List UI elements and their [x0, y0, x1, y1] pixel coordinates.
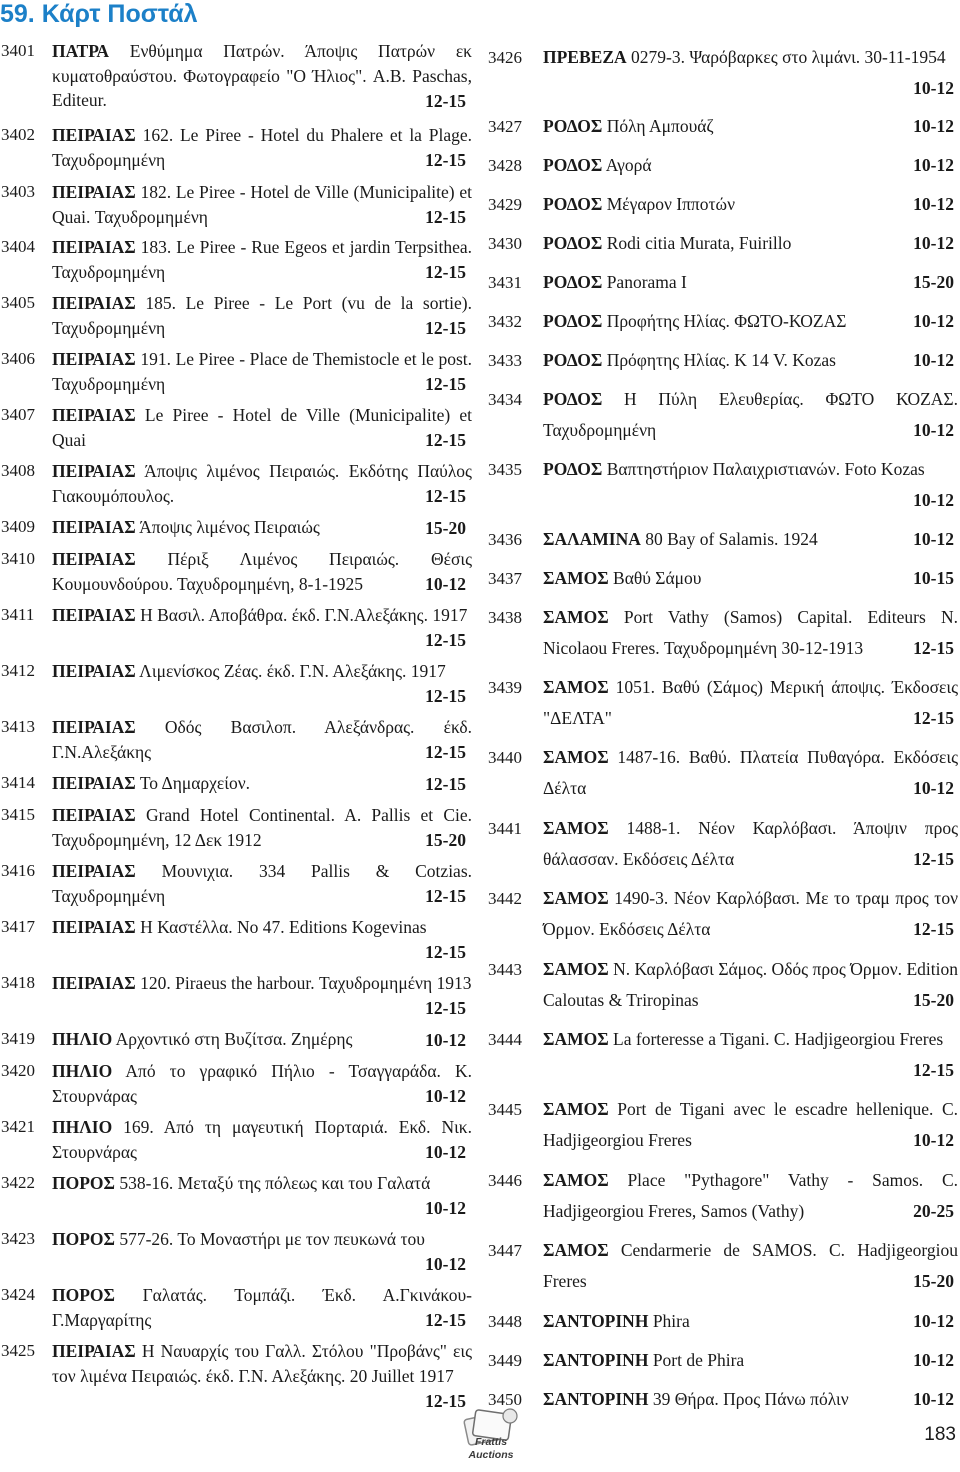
lot-price: 12-15	[419, 1389, 466, 1414]
lot-number: 3402	[1, 125, 35, 144]
list-item	[0, 859, 472, 908]
lot-number: 3439	[488, 678, 522, 697]
lot-place: ΠΕΙΡΑΙΑΣ	[52, 661, 136, 681]
list-item	[0, 180, 472, 229]
lot-price: 10-12	[907, 1384, 954, 1415]
lot-number: 3448	[488, 1312, 522, 1331]
lot-place: ΠΕΙΡΑΙΑΣ	[52, 461, 136, 481]
lot-number: 3423	[1, 1229, 35, 1248]
lot-price: 12-15	[907, 914, 954, 945]
lot-place: ΠΕΙΡΑΙΑΣ	[52, 125, 136, 145]
lot-price: 12-15	[419, 628, 466, 653]
lot-description: Ν. Καρλόβασι Σάμος. Οδός προς Όρμον. Edition Caloutas & Triropinas	[543, 959, 958, 1010]
list-item	[0, 915, 472, 964]
lot-number: 3427	[488, 117, 522, 136]
lot-place: ΠΕΙΡΑΙΑΣ	[52, 549, 136, 569]
lot-number: 3438	[488, 608, 522, 627]
lot-description: 1487-16. Βαθύ. Πλατεία Πυθαγόρα. Εκδόσεις Δέλτα	[543, 747, 958, 798]
lot-description: Από το γραφικό Πήλιο - Τσαγγαράδα. Κ. Στουρνάρας	[52, 1061, 472, 1106]
lot-place: ΣΑΜΟΣ	[543, 1029, 609, 1049]
lot-price: 12-15	[907, 844, 954, 875]
lot-place: ΠΕΙΡΑΙΑΣ	[52, 973, 136, 993]
lot-place: ΣΑΝΤΟΡΙΝΗ	[543, 1350, 649, 1370]
lot-price: 15-20	[907, 985, 954, 1016]
lot-number: 3401	[1, 41, 35, 60]
lot-place: ΣΑΝΤΟΡΙΝΗ	[543, 1311, 649, 1331]
lot-number: 3424	[1, 1285, 35, 1304]
list-item	[488, 150, 958, 181]
lot-description: 80 Bay of Salamis. 1924	[645, 529, 818, 549]
lot-place: ΣΑΜΟΣ	[543, 677, 609, 697]
lot-place: ΡΟΔΟΣ	[543, 233, 603, 253]
lot-place: ΡΟΔΟΣ	[543, 155, 603, 175]
lot-number: 3419	[1, 1029, 35, 1048]
lot-price: 20-25	[907, 1196, 954, 1227]
lot-place: ΠΕΙΡΑΙΑΣ	[52, 349, 136, 369]
lot-place: ΣΑΝΤΟΡΙΝΗ	[543, 1389, 649, 1409]
lot-description: 182. Le Piree - Hotel de Ville (Municipalite) et Quai. Ταχυδρομημένη	[52, 182, 472, 227]
lot-description: Πόλη Αμπουάζ	[606, 116, 714, 136]
lot-number: 3410	[1, 549, 35, 568]
lot-description: Rodi citia Murata, Fuirillo	[606, 233, 792, 253]
lot-number: 3425	[1, 1341, 35, 1360]
lot-price: 12-15	[419, 684, 466, 709]
lot-description: Η Βασιλ. Αποβάθρα. έκδ. Γ.Ν.Αλεξάκης. 1917	[140, 605, 468, 625]
lot-place: ΡΟΔΟΣ	[543, 389, 603, 409]
lot-description: Γαλατάς. Τομπάζι. Έκδ. Α.Γκινάκου-Γ.Μαργαρίτης	[52, 1285, 473, 1330]
lot-price: 10-12	[419, 1252, 466, 1277]
list-item	[0, 291, 472, 340]
lot-description: 39 Θήρα. Προς Πάνω πόλιν	[652, 1389, 849, 1409]
lot-description: Προφήτης Ηλίας. ΦΩΤΟ-ΚΟΖΑΣ	[606, 311, 847, 331]
lot-description: Η Ναυαρχίς του Γαλλ. Στόλου "Προβάνς" εις τον λιμένα Πειραιώς. έκδ. Γ.Ν. Αλεξάκης. 20 Juillet 1917	[52, 1341, 473, 1386]
lot-price: 12-15	[419, 772, 466, 797]
lot-number: 3420	[1, 1061, 35, 1080]
lot-number: 3440	[488, 748, 522, 767]
lot-price: 10-12	[907, 485, 954, 516]
lot-number: 3421	[1, 1117, 35, 1136]
lot-price: 10-12	[907, 773, 954, 804]
list-item	[0, 1059, 472, 1108]
page-title: 59. Κάρτ Ποστάλ	[0, 0, 198, 28]
lot-number: 3433	[488, 351, 522, 370]
lot-place: ΠΗΛΙΟ	[52, 1117, 113, 1137]
lot-description: 191. Le Piree - Place de Themistocle et le post. Ταχυδρομημένη	[52, 349, 473, 394]
list-item	[0, 1227, 472, 1276]
lot-description: 185. Le Piree - Le Port (vu de la sortie). Ταχυδρομημένη	[52, 293, 472, 338]
lot-place: ΣΑΛΑΜΙΝΑ	[543, 529, 641, 549]
lot-number: 3429	[488, 195, 522, 214]
list-item	[0, 715, 472, 764]
lot-price: 10-12	[419, 1084, 466, 1109]
lot-price: 10-12	[907, 73, 954, 104]
lot-place: ΠΟΡΟΣ	[52, 1285, 115, 1305]
logo-line-2: Auctions	[468, 1449, 514, 1461]
list-item	[0, 971, 472, 1020]
list-item	[0, 123, 472, 172]
lot-place: ΡΟΔΟΣ	[543, 116, 603, 136]
lot-price: 10-12	[907, 1345, 954, 1376]
lot-place: ΠΕΙΡΑΙΑΣ	[52, 605, 136, 625]
list-item	[488, 306, 958, 337]
lot-description: Το Δημαρχείον.	[139, 773, 251, 793]
lot-price: 12-15	[419, 372, 466, 397]
lot-place: ΡΟΔΟΣ	[543, 459, 603, 479]
lot-number: 3450	[488, 1390, 522, 1409]
lot-price: 15-20	[419, 828, 466, 853]
lot-price: 12-15	[419, 740, 466, 765]
lot-number: 3403	[1, 182, 35, 201]
list-item	[0, 547, 472, 596]
lot-price: 10-12	[907, 345, 954, 376]
lot-number: 3416	[1, 861, 35, 880]
lot-description: Η Πύλη Ελευθερίας. ΦΩΤΟ ΚΟΖΑΣ. Ταχυδρομημένη	[543, 389, 958, 440]
lot-description: 162. Le Piree - Hotel du Phalere et la Plage. Ταχυδρομημένη	[52, 125, 473, 170]
list-item	[0, 235, 472, 284]
lot-place: ΣΑΜΟΣ	[543, 1099, 609, 1119]
logo-line-1: Frattis	[474, 1436, 508, 1448]
lot-place: ΠΕΙΡΑΙΑΣ	[52, 182, 136, 202]
page-number: 183	[924, 1424, 956, 1445]
lot-number: 3434	[488, 390, 522, 409]
lot-number: 3422	[1, 1173, 35, 1192]
lot-number: 3441	[488, 819, 522, 838]
lot-number: 3407	[1, 405, 35, 424]
lot-place: ΠΑΤΡΑ	[52, 41, 109, 61]
lot-description: Βαπτηστήριον Παλαιχριστιανών. Foto Kozas	[606, 459, 925, 479]
lot-place: ΡΟΔΟΣ	[543, 194, 603, 214]
lot-place: ΠΕΙΡΑΙΑΣ	[52, 405, 136, 425]
lot-price: 10-12	[419, 572, 466, 597]
lot-number: 3426	[488, 48, 522, 67]
list-item	[488, 345, 958, 376]
lot-description: 169. Από τη μαγευτική Πορταριά. Εκδ. Νικ. Στουρνάρας	[52, 1117, 472, 1162]
list-item	[488, 454, 958, 516]
list-item	[0, 1027, 472, 1052]
lot-description: Αρχοντικό στη Βυζίτσα. Ζημέρης	[115, 1029, 353, 1049]
lot-number: 3408	[1, 461, 35, 480]
lot-number: 3446	[488, 1171, 522, 1190]
lot-description: Πέριξ Λιμένος Πειραιώς. Θέσις Κουμουνδούρου. Ταχυδρομημένη, 8-1-1925	[52, 549, 473, 594]
list-item	[0, 659, 472, 708]
lot-price: 10-12	[419, 1196, 466, 1221]
lot-description: 120. Piraeus the harbour. Ταχυδρομημένη 1913	[140, 973, 472, 993]
lot-number: 3437	[488, 569, 522, 588]
list-item	[0, 515, 472, 540]
lot-place: ΠΡΕΒΕΖΑ	[543, 47, 627, 67]
lot-description: 0279-3. Ψαρόβαρκες στο λιμάνι. 30-11-1954	[631, 47, 946, 67]
lot-place: ΠΗΛΙΟ	[52, 1061, 113, 1081]
lot-place: ΠΕΙΡΑΙΑΣ	[52, 861, 136, 881]
list-item	[488, 672, 958, 734]
lot-place: ΣΑΜΟΣ	[543, 888, 609, 908]
lot-place: ΠΕΙΡΑΙΑΣ	[52, 917, 136, 937]
lot-place: ΣΑΜΟΣ	[543, 568, 609, 588]
lot-price: 12-15	[419, 428, 466, 453]
lot-description: 538-16. Μεταξύ της πόλεως και του Γαλατά	[119, 1173, 431, 1193]
lot-place: ΠΕΙΡΑΙΑΣ	[52, 773, 136, 793]
lot-description: Μέγαρον Ιπποτών	[606, 194, 735, 214]
lot-place: ΡΟΔΟΣ	[543, 350, 603, 370]
list-item	[488, 1024, 958, 1086]
list-item	[488, 1306, 958, 1337]
lot-price: 10-12	[907, 111, 954, 142]
lot-place: ΠΟΡΟΣ	[52, 1173, 115, 1193]
list-item	[0, 347, 472, 396]
lot-description: Αγορά	[605, 155, 652, 175]
lot-price: 12-15	[419, 1308, 466, 1333]
lot-price: 12-15	[419, 484, 466, 509]
lot-price: 10-12	[907, 306, 954, 337]
lot-place: ΠΟΡΟΣ	[52, 1229, 115, 1249]
lot-number: 3414	[1, 773, 35, 792]
lot-description: La forteresse a Tigani. C. Hadjigeorgiou Freres	[613, 1029, 944, 1049]
lot-description: Port Vathy (Samos) Capital. Editeurs N. Nicolaou Freres. Ταχυδρομημένη 30-12-1913	[543, 607, 959, 658]
list-item	[488, 563, 958, 594]
lot-number: 3418	[1, 973, 35, 992]
lot-price: 10-12	[907, 189, 954, 220]
lot-number: 3405	[1, 293, 35, 312]
lot-number: 3447	[488, 1241, 522, 1260]
lot-number: 3428	[488, 156, 522, 175]
lot-price: 10-12	[907, 1306, 954, 1337]
lot-number: 3417	[1, 917, 35, 936]
list-item	[488, 883, 958, 945]
lot-price: 15-20	[419, 516, 466, 541]
lot-description: Οδός Βασιλοπ. Αλεξάνδρας. έκδ. Γ.Ν.Αλεξάκης	[52, 717, 473, 762]
lot-price: 12-15	[419, 260, 466, 285]
lot-number: 3435	[488, 460, 522, 479]
lot-price: 12-15	[419, 148, 466, 173]
list-item	[0, 39, 472, 113]
lot-description: Cendarmerie de SAMOS. C. Hadjigeorgiou Freres	[543, 1240, 959, 1291]
lot-place: ΡΟΔΟΣ	[543, 311, 603, 331]
lot-price: 10-12	[907, 524, 954, 555]
lot-place: ΠΕΙΡΑΙΑΣ	[52, 517, 136, 537]
lot-place: ΣΑΜΟΣ	[543, 1240, 609, 1260]
lot-price: 10-12	[907, 415, 954, 446]
lot-description: Άποψις λιμένος Πειραιώς	[139, 517, 320, 537]
list-item	[488, 1384, 958, 1415]
lot-place: ΣΑΜΟΣ	[543, 1170, 609, 1190]
lot-number: 3432	[488, 312, 522, 331]
lot-number: 3431	[488, 273, 522, 292]
list-item	[488, 1345, 958, 1376]
lot-place: ΠΕΙΡΑΙΑΣ	[52, 293, 136, 313]
lot-number: 3406	[1, 349, 35, 368]
lot-price: 12-15	[419, 884, 466, 909]
lot-description: Port de Tigani avec le escadre hellenique. C. Hadjigeorgiou Freres	[543, 1099, 959, 1150]
list-item	[0, 403, 472, 452]
lot-price: 10-15	[907, 563, 954, 594]
lot-description: Βαθύ Σάμου	[613, 568, 702, 588]
lot-price: 15-20	[907, 267, 954, 298]
lot-price: 10-12	[419, 1140, 466, 1165]
lot-price: 15-20	[907, 1266, 954, 1297]
lot-description: Phira	[652, 1311, 690, 1331]
list-item	[488, 1094, 958, 1156]
lot-description: Port de Phira	[652, 1350, 745, 1370]
lot-description: Μουνιχια. 334 Pallis & Cotzias. Ταχυδρομημένη	[52, 861, 473, 906]
list-item	[488, 42, 958, 104]
list-item	[488, 384, 958, 446]
lot-description: 1490-3. Νέον Καρλόβασι. Με το τραμ προς τον Όρμον. Εκδόσεις Δέλτα	[543, 888, 958, 939]
lot-price: 12-15	[907, 703, 954, 734]
lot-description: Panorama I	[606, 272, 687, 292]
list-item	[488, 813, 958, 875]
lot-description: Ενθύμημα Πατρών. Άποψις Πατρών εκ κυματοθραύστου. Φωτογραφείο "Ο Ήλιος". A.B. Paschas, Editeur.	[52, 41, 472, 110]
lot-price: 10-12	[907, 228, 954, 259]
lot-description: 577-26. Το Μοναστήρι με τον πευκωνά του	[119, 1229, 425, 1249]
list-item	[488, 111, 958, 142]
list-item	[488, 1235, 958, 1297]
list-item	[0, 771, 472, 796]
lot-place: ΣΑΜΟΣ	[543, 747, 609, 767]
lot-number: 3404	[1, 237, 35, 256]
lot-place: ΣΑΜΟΣ	[543, 959, 609, 979]
lot-price: 12-15	[907, 633, 954, 664]
lot-number: 3444	[488, 1030, 522, 1049]
lot-number: 3411	[1, 605, 35, 624]
list-item	[0, 803, 472, 852]
lot-price: 12-15	[419, 205, 466, 230]
list-item	[0, 1283, 472, 1332]
lot-number: 3436	[488, 530, 522, 549]
list-item	[488, 954, 958, 1016]
list-item	[0, 1171, 472, 1220]
lot-description: Grand Hotel Continental. A. Pallis et Cie. Ταχυδρομημένη, 12 Δεκ 1912	[52, 805, 472, 850]
list-item	[488, 1165, 958, 1227]
lot-description: 1488-1. Νέον Καρλόβασι. Άποψιν προς θάλασσαν. Εκδόσεις Δέλτα	[543, 818, 959, 869]
lot-price: 10-12	[907, 150, 954, 181]
lot-price: 12-15	[419, 316, 466, 341]
lot-number: 3442	[488, 889, 522, 908]
list-item	[488, 602, 958, 664]
lot-place: ΣΑΜΟΣ	[543, 818, 609, 838]
lot-place: ΠΕΙΡΑΙΑΣ	[52, 237, 136, 257]
lot-price: 12-15	[419, 940, 466, 965]
lot-place: ΠΕΙΡΑΙΑΣ	[52, 1341, 136, 1361]
lot-number: 3412	[1, 661, 35, 680]
list-item	[0, 1339, 472, 1413]
lot-number: 3415	[1, 805, 35, 824]
lot-place: ΡΟΔΟΣ	[543, 272, 603, 292]
lot-number: 3445	[488, 1100, 522, 1119]
list-item	[488, 524, 958, 555]
lot-price: 10-12	[419, 1028, 466, 1053]
lot-place: ΠΕΙΡΑΙΑΣ	[52, 717, 136, 737]
lot-description: Άποψις λιμένος Πειραιώς. Εκδότης Παύλος Γιακουμόπουλος.	[52, 461, 472, 506]
lot-number: 3443	[488, 960, 522, 979]
lot-description: Πρόφητης Ηλίας. Κ 14 V. Kozas	[606, 350, 836, 370]
lot-description: Λιμενίσκος Ζέας. έκδ. Γ.Ν. Αλεξάκης. 1917	[139, 661, 446, 681]
lot-price: 12-15	[907, 1055, 954, 1086]
lot-description: Le Piree - Hotel de Ville (Municipalite) et Quai	[52, 405, 472, 450]
lot-place: ΣΑΜΟΣ	[543, 607, 609, 627]
lot-number: 3409	[1, 517, 35, 536]
list-item	[0, 603, 472, 652]
lot-description: Place "Pythagore" Vathy - Samos. C. Hadjigeorgiou Freres, Samos (Vathy)	[543, 1170, 958, 1221]
list-item	[488, 267, 958, 298]
lot-price: 12-15	[419, 996, 466, 1021]
list-item	[488, 742, 958, 804]
list-item	[0, 1115, 472, 1164]
lot-description: 1051. Βαθύ (Σάμος) Μερική άποψις. Έκδοσεις "ΔΕΛΤΑ"	[543, 677, 958, 728]
lot-number: 3449	[488, 1351, 522, 1370]
lot-description: 183. Le Piree - Rue Egeos et jardin Terpsithea. Ταχυδρομημένη	[52, 237, 472, 282]
lot-place: ΠΗΛΙΟ	[52, 1029, 113, 1049]
list-item	[488, 189, 958, 220]
list-item	[488, 228, 958, 259]
lot-price: 12-15	[419, 89, 466, 114]
lot-price: 10-12	[907, 1125, 954, 1156]
list-item	[0, 459, 472, 508]
lot-number: 3413	[1, 717, 35, 736]
lot-place: ΠΕΙΡΑΙΑΣ	[52, 805, 136, 825]
lot-description: Η Καστέλλα. No 47. Editions Kogevinas	[140, 917, 427, 937]
lot-number: 3430	[488, 234, 522, 253]
